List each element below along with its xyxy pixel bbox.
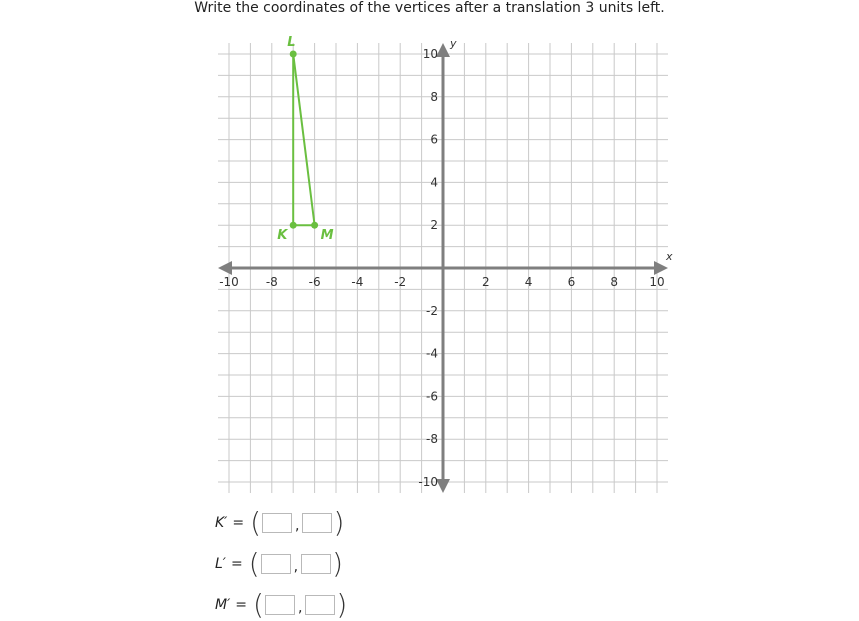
x-tick-label: 6 — [567, 275, 576, 289]
x-tick-label: 2 — [481, 275, 490, 289]
vertex-label-l: L — [287, 35, 296, 50]
equals-sign: = — [235, 597, 247, 613]
vertex-point-m — [311, 222, 318, 229]
x-axis-arrow-right-icon — [654, 261, 668, 275]
l-x-input[interactable] — [261, 554, 291, 574]
l-y-input[interactable] — [301, 554, 331, 574]
equals-sign: = — [232, 515, 245, 531]
open-paren: ( — [253, 588, 264, 621]
y-tick-label: -10 — [418, 475, 438, 489]
x-tick-label: -10 — [219, 275, 239, 289]
open-paren: ( — [248, 547, 260, 580]
y-tick-label: -6 — [426, 389, 438, 404]
y-axis-arrow-up-icon — [436, 43, 450, 57]
answer-label: L′ — [215, 556, 226, 572]
x-tick-label: -4 — [351, 275, 364, 289]
vertex-label-k: K — [277, 228, 288, 244]
y-tick-label: -4 — [426, 346, 438, 361]
x-axis-label: x — [666, 250, 673, 263]
y-axis-arrow-down-icon — [436, 479, 450, 493]
y-tick-label: 6 — [430, 132, 438, 147]
close-paren: ) — [332, 547, 344, 580]
k-y-input[interactable] — [302, 513, 332, 533]
comma: , — [297, 600, 303, 616]
m-x-input[interactable] — [265, 595, 295, 615]
k-x-input[interactable] — [262, 513, 292, 533]
answer-label: K′ — [215, 515, 228, 531]
y-tick-label: 2 — [430, 218, 438, 233]
answer-row-l — [215, 549, 343, 579]
vertex-label-m: M — [320, 228, 334, 244]
question-prompt: Write the coordinates of the vertices after a translation 3 units left. — [194, 0, 665, 16]
equals-sign: = — [230, 556, 243, 572]
comma: , — [295, 518, 300, 534]
vertex-point-k — [290, 222, 297, 229]
x-tick-label: -8 — [265, 275, 278, 289]
answer-row-m — [215, 590, 347, 620]
y-tick-label: 8 — [430, 89, 438, 104]
comma: , — [293, 559, 299, 575]
x-tick-label: 8 — [610, 275, 619, 289]
y-tick-label: -2 — [426, 303, 438, 318]
answer-label: M′ — [215, 597, 231, 613]
close-paren: ) — [336, 588, 348, 621]
x-tick-label: 4 — [524, 275, 533, 289]
x-tick-label: -6 — [308, 275, 321, 289]
open-paren: ( — [250, 506, 262, 539]
x-axis-arrow-left-icon — [218, 261, 232, 275]
y-tick-label: 4 — [430, 175, 438, 190]
x-tick-label: -2 — [394, 275, 407, 289]
m-y-input[interactable] — [305, 595, 335, 615]
y-tick-label: 10 — [422, 47, 438, 61]
close-paren: ) — [333, 506, 345, 539]
x-tick-label: 10 — [649, 275, 665, 289]
answer-row-k — [215, 508, 344, 538]
y-tick-label: -8 — [426, 432, 438, 447]
y-axis-label: y — [450, 37, 457, 50]
vertex-point-l — [290, 51, 297, 58]
